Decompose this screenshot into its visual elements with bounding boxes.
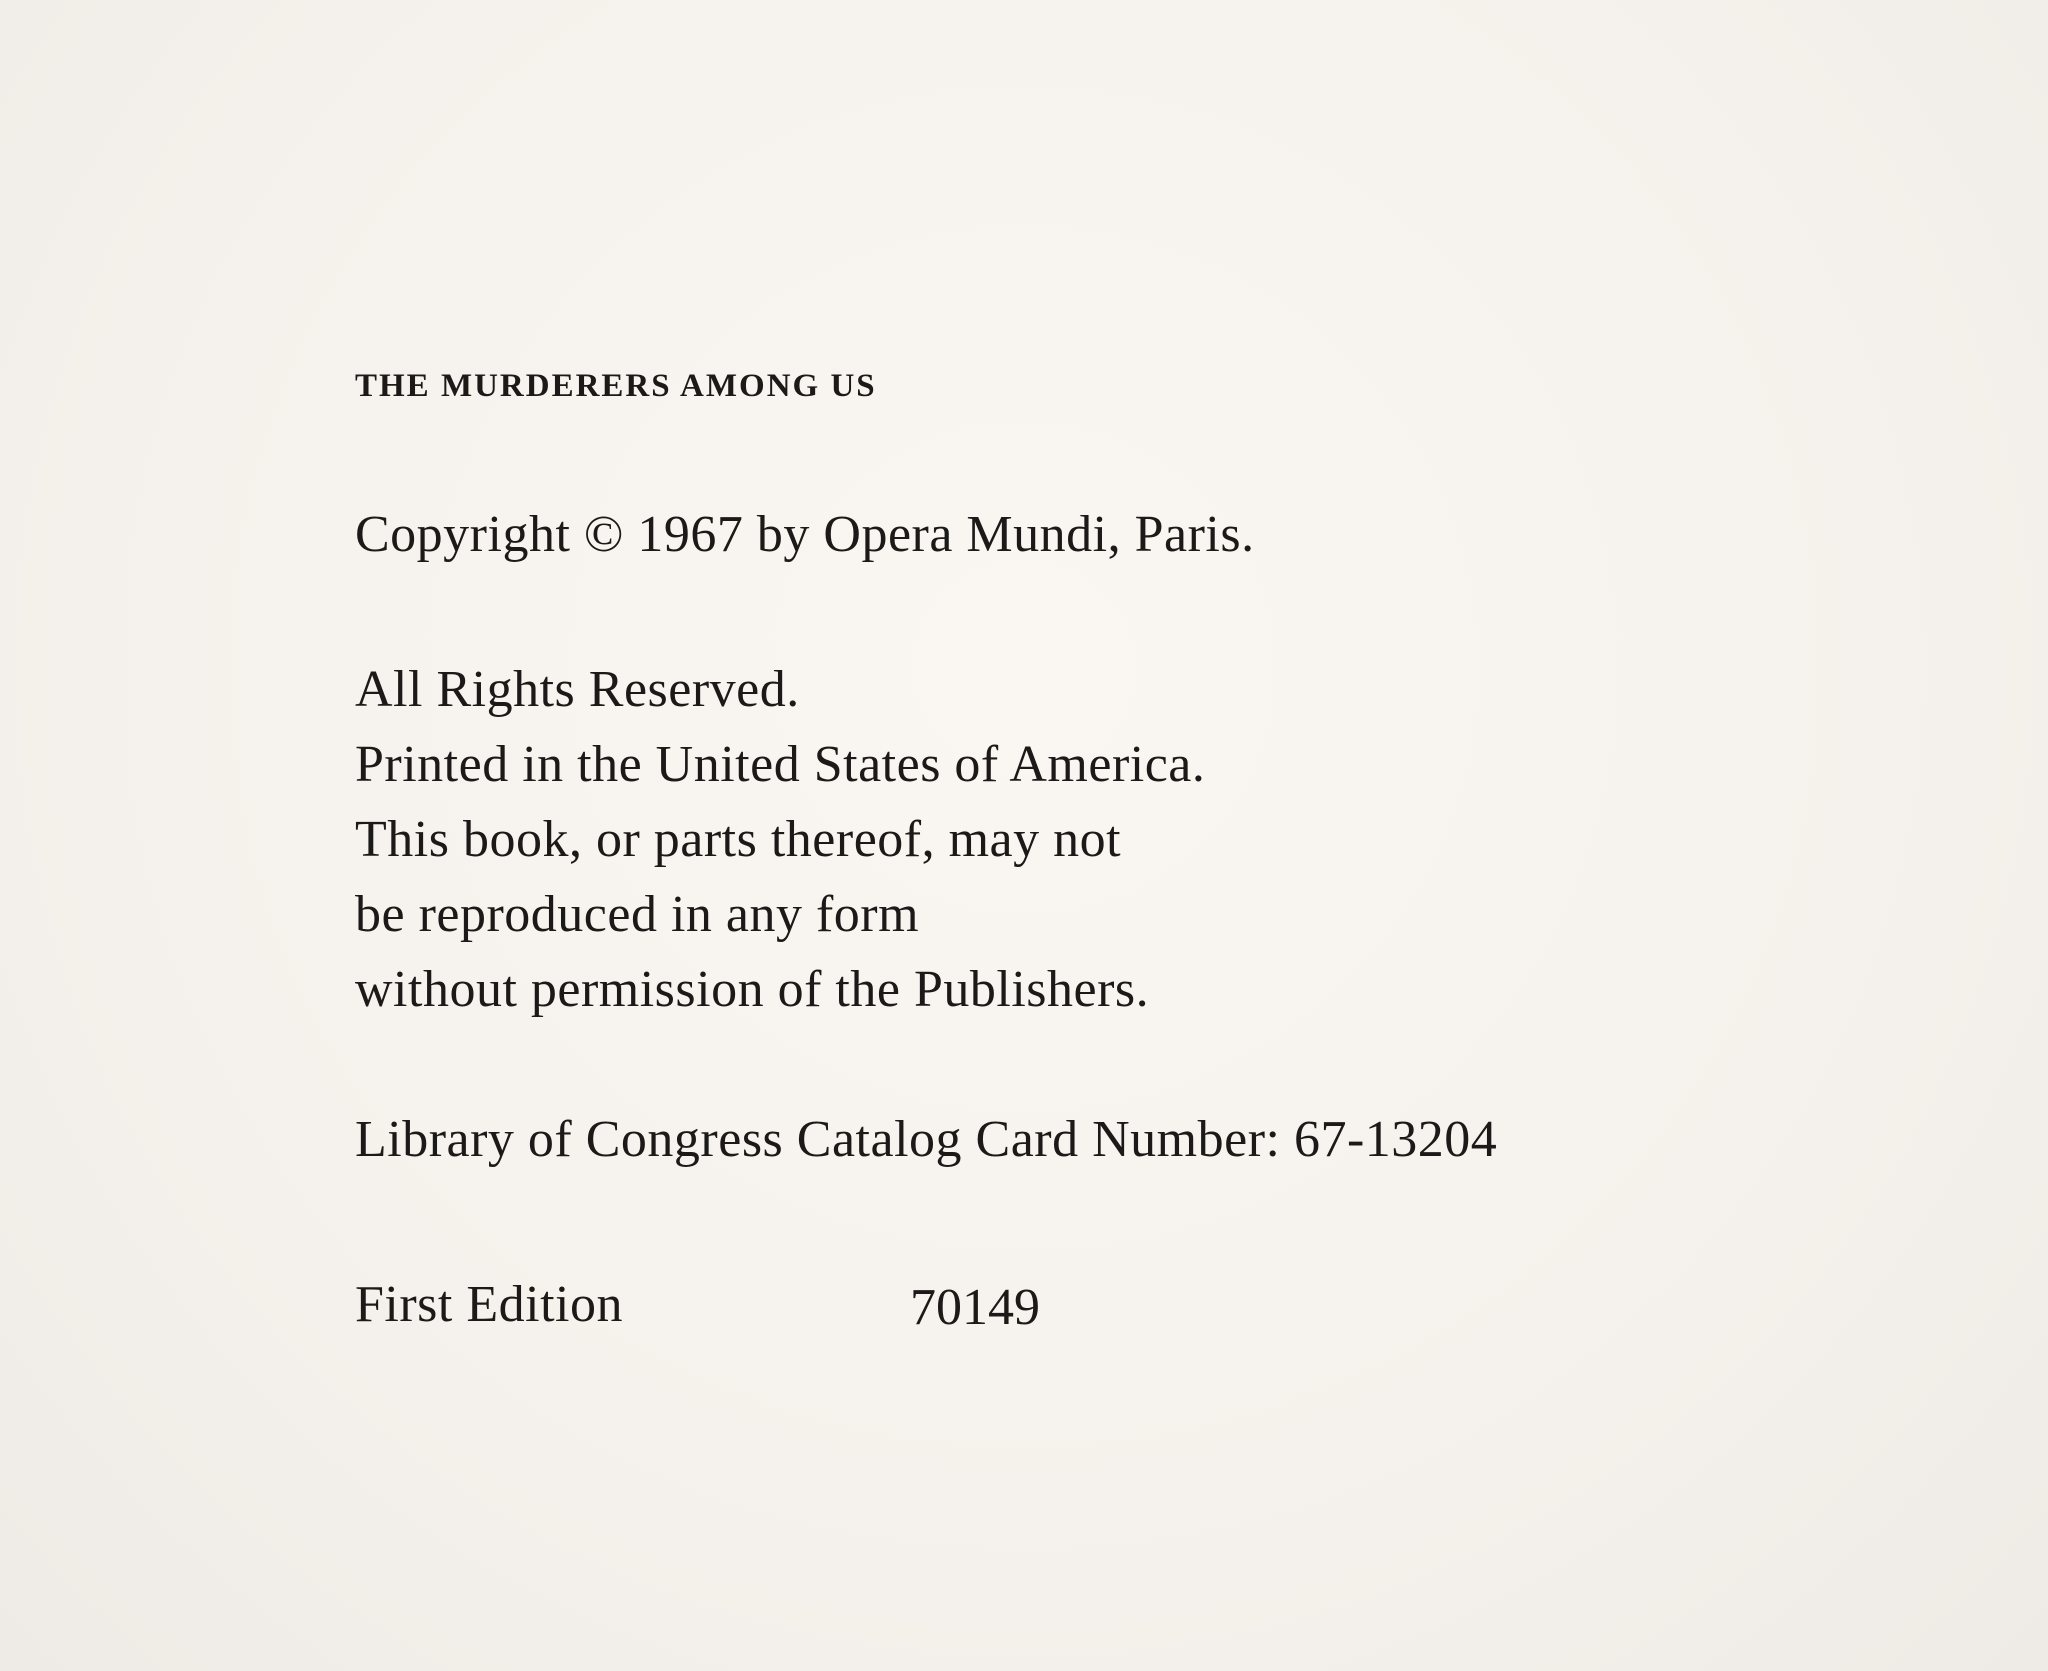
- lccn-number: Library of Congress Catalog Card Number: 67-13204: [355, 1111, 1498, 1168]
- rights-line: All Rights Reserved.: [355, 661, 800, 718]
- copyright-notice: Copyright © 1967 by Opera Mundi, Paris.: [355, 506, 1255, 563]
- rights-line: without permission of the Publishers.: [355, 961, 1150, 1018]
- book-title: THE MURDERERS AMONG US: [355, 368, 877, 404]
- rights-line: Printed in the United States of America.: [355, 736, 1206, 793]
- print-code: 70149: [910, 1279, 1040, 1336]
- rights-line: be reproduced in any form: [355, 886, 920, 943]
- edition-label: First Edition: [355, 1276, 623, 1333]
- rights-line: This book, or parts thereof, may not: [355, 811, 1122, 868]
